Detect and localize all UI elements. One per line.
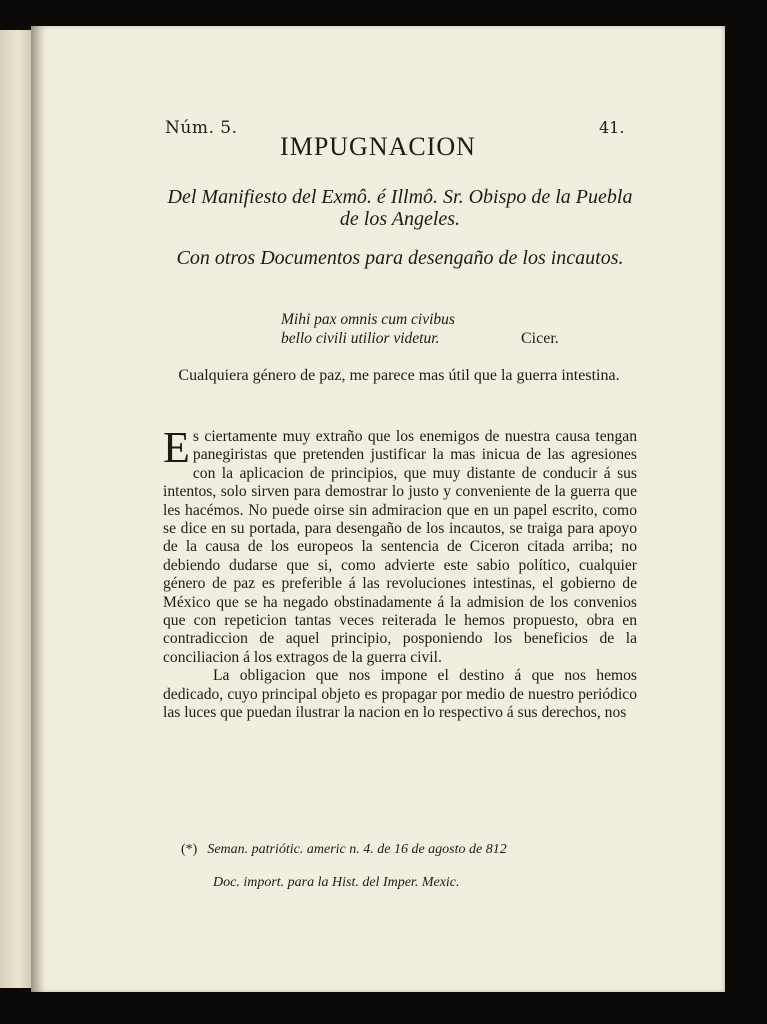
- issue-number: Núm. 5.: [165, 118, 238, 138]
- subtitle-documents: Con otros Documentos para desengaño de los incautos.: [176, 247, 624, 269]
- document-page: [31, 26, 725, 992]
- footnote-2: Doc. import. para la Hist. del Imper. Mexic.: [213, 875, 460, 890]
- paragraph-1: [163, 423, 637, 667]
- subtitle-manifesto: Del Manifiesto del Exmô. é Illmô. Sr. Obispo de la Puebla de los Angeles.: [167, 186, 633, 230]
- paragraph-1-text: s ciertamente muy extraño que los enemigos de nuestra causa tengan panegiristas que pretenden justificar la mas inicua de las agresiones con la aplicacion de principios, que muy distante de conducir á sus intentos, solo sirven para demostrar lo justo y conveniente de la guerra que les hacémos. No puede oirse sin admiracion que en un papel escrito, como se dice en su portada, para desengaño de los incautos, se traiga para apoyo de la causa de los europeos la sentencia de Ciceron citada arriba; no debiendo dudarse que si, como advierte este sabio político, cualquier género de paz es preferible á las revoluciones intestinas, el gobierno de México que se ha negado obstinadamente á la admision de los convenios que con repeticion tantas veces reiterada le hemos propuesto, obra en contradiccion de aquel principio, posponiendo los beneficios de la conciliacion á los extragos de la guerra civil.: [163, 428, 637, 666]
- paragraph-2: La obligacion que nos impone el destino á que nos hemos dedicado, cuyo principal objeto es propagar por medio de nuestro periódico las luces que puedan ilustrar la nacion en lo respectivo á sus derechos, nos: [163, 667, 637, 722]
- footnote-1: [181, 842, 641, 858]
- epigraph-author: Cicer.: [521, 330, 559, 347]
- footnote-mark: (*): [181, 842, 198, 857]
- page-gutter-shadow: [31, 26, 45, 992]
- epigraph-translation: Cualquiera género de paz, me parece mas útil que la guerra intestina.: [178, 367, 620, 384]
- page-title: IMPUGNACION: [280, 132, 476, 161]
- body-text: [163, 423, 637, 723]
- page-number: 41.: [599, 118, 625, 137]
- epigraph-line-1: Mihi pax omnis cum civibus: [281, 311, 455, 328]
- latin-epigraph: [281, 310, 601, 348]
- footnote-1-text: Seman. patriótic. americ n. 4. de 16 de agosto de 812: [207, 842, 507, 857]
- facing-page-edge: [0, 30, 34, 988]
- drop-cap: E: [163, 423, 190, 472]
- epigraph-line-2: bello civili utilior videtur.: [281, 330, 440, 347]
